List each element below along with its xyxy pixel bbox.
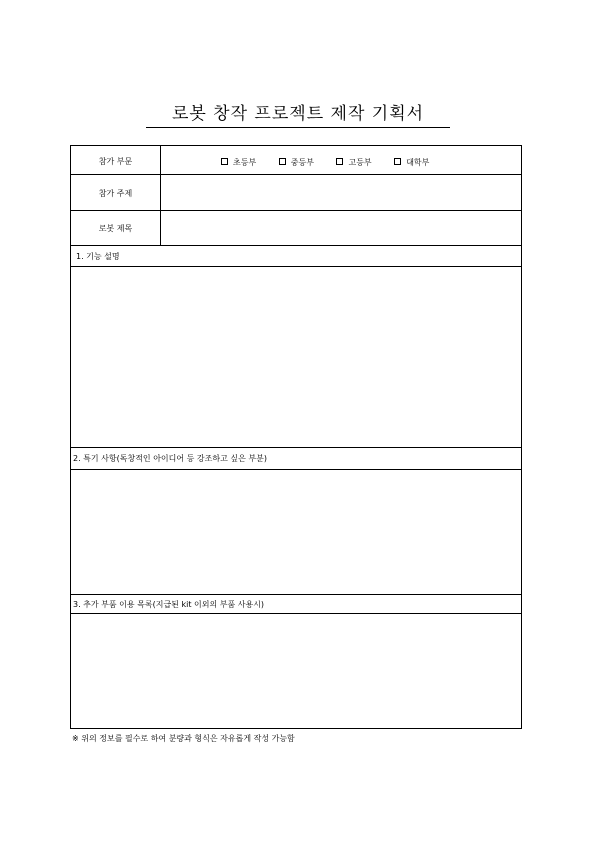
option-label: 초등부 (233, 158, 257, 167)
option-label: 고등부 (348, 158, 372, 167)
checkbox-icon[interactable] (336, 158, 343, 165)
option-high[interactable] (336, 157, 371, 169)
robot-title-label: 로봇 제목 (98, 224, 133, 233)
page-title: 로봇 창작 프로젝트 제작 기획서 (146, 101, 450, 128)
checkbox-icon[interactable] (394, 158, 401, 165)
section-heading-parts: 3. 추가 부품 이용 목록(지급된 kit 이외의 부품 사용시) (73, 600, 265, 609)
division-label: 참가 부문 (98, 157, 133, 166)
parts-list-area[interactable] (71, 614, 521, 727)
section-heading-function: 1. 기능 설명 (76, 252, 120, 261)
checkbox-icon[interactable] (221, 158, 228, 165)
option-label: 중등부 (290, 158, 314, 167)
footer-note: ※ 위의 정보를 필수로 하여 분량과 형식은 자유롭게 작성 가능함 (72, 734, 295, 743)
robot-title-field[interactable] (161, 211, 521, 245)
option-label: 대학부 (406, 158, 430, 167)
row-divider (71, 447, 521, 448)
row-divider (71, 245, 521, 246)
function-description-area[interactable] (71, 267, 521, 446)
application-form (70, 145, 522, 729)
topic-label: 참가 주제 (98, 189, 133, 198)
section-heading-features: 2. 특기 사항(독창적인 아이디어 등 강조하고 싶은 부분) (73, 454, 267, 463)
option-elementary[interactable] (221, 157, 256, 169)
row-divider (71, 594, 521, 595)
checkbox-icon[interactable] (279, 158, 286, 165)
topic-field[interactable] (161, 175, 521, 209)
option-university[interactable] (394, 157, 429, 169)
division-options (221, 157, 449, 169)
features-area[interactable] (71, 470, 521, 593)
option-middle[interactable] (279, 157, 314, 169)
